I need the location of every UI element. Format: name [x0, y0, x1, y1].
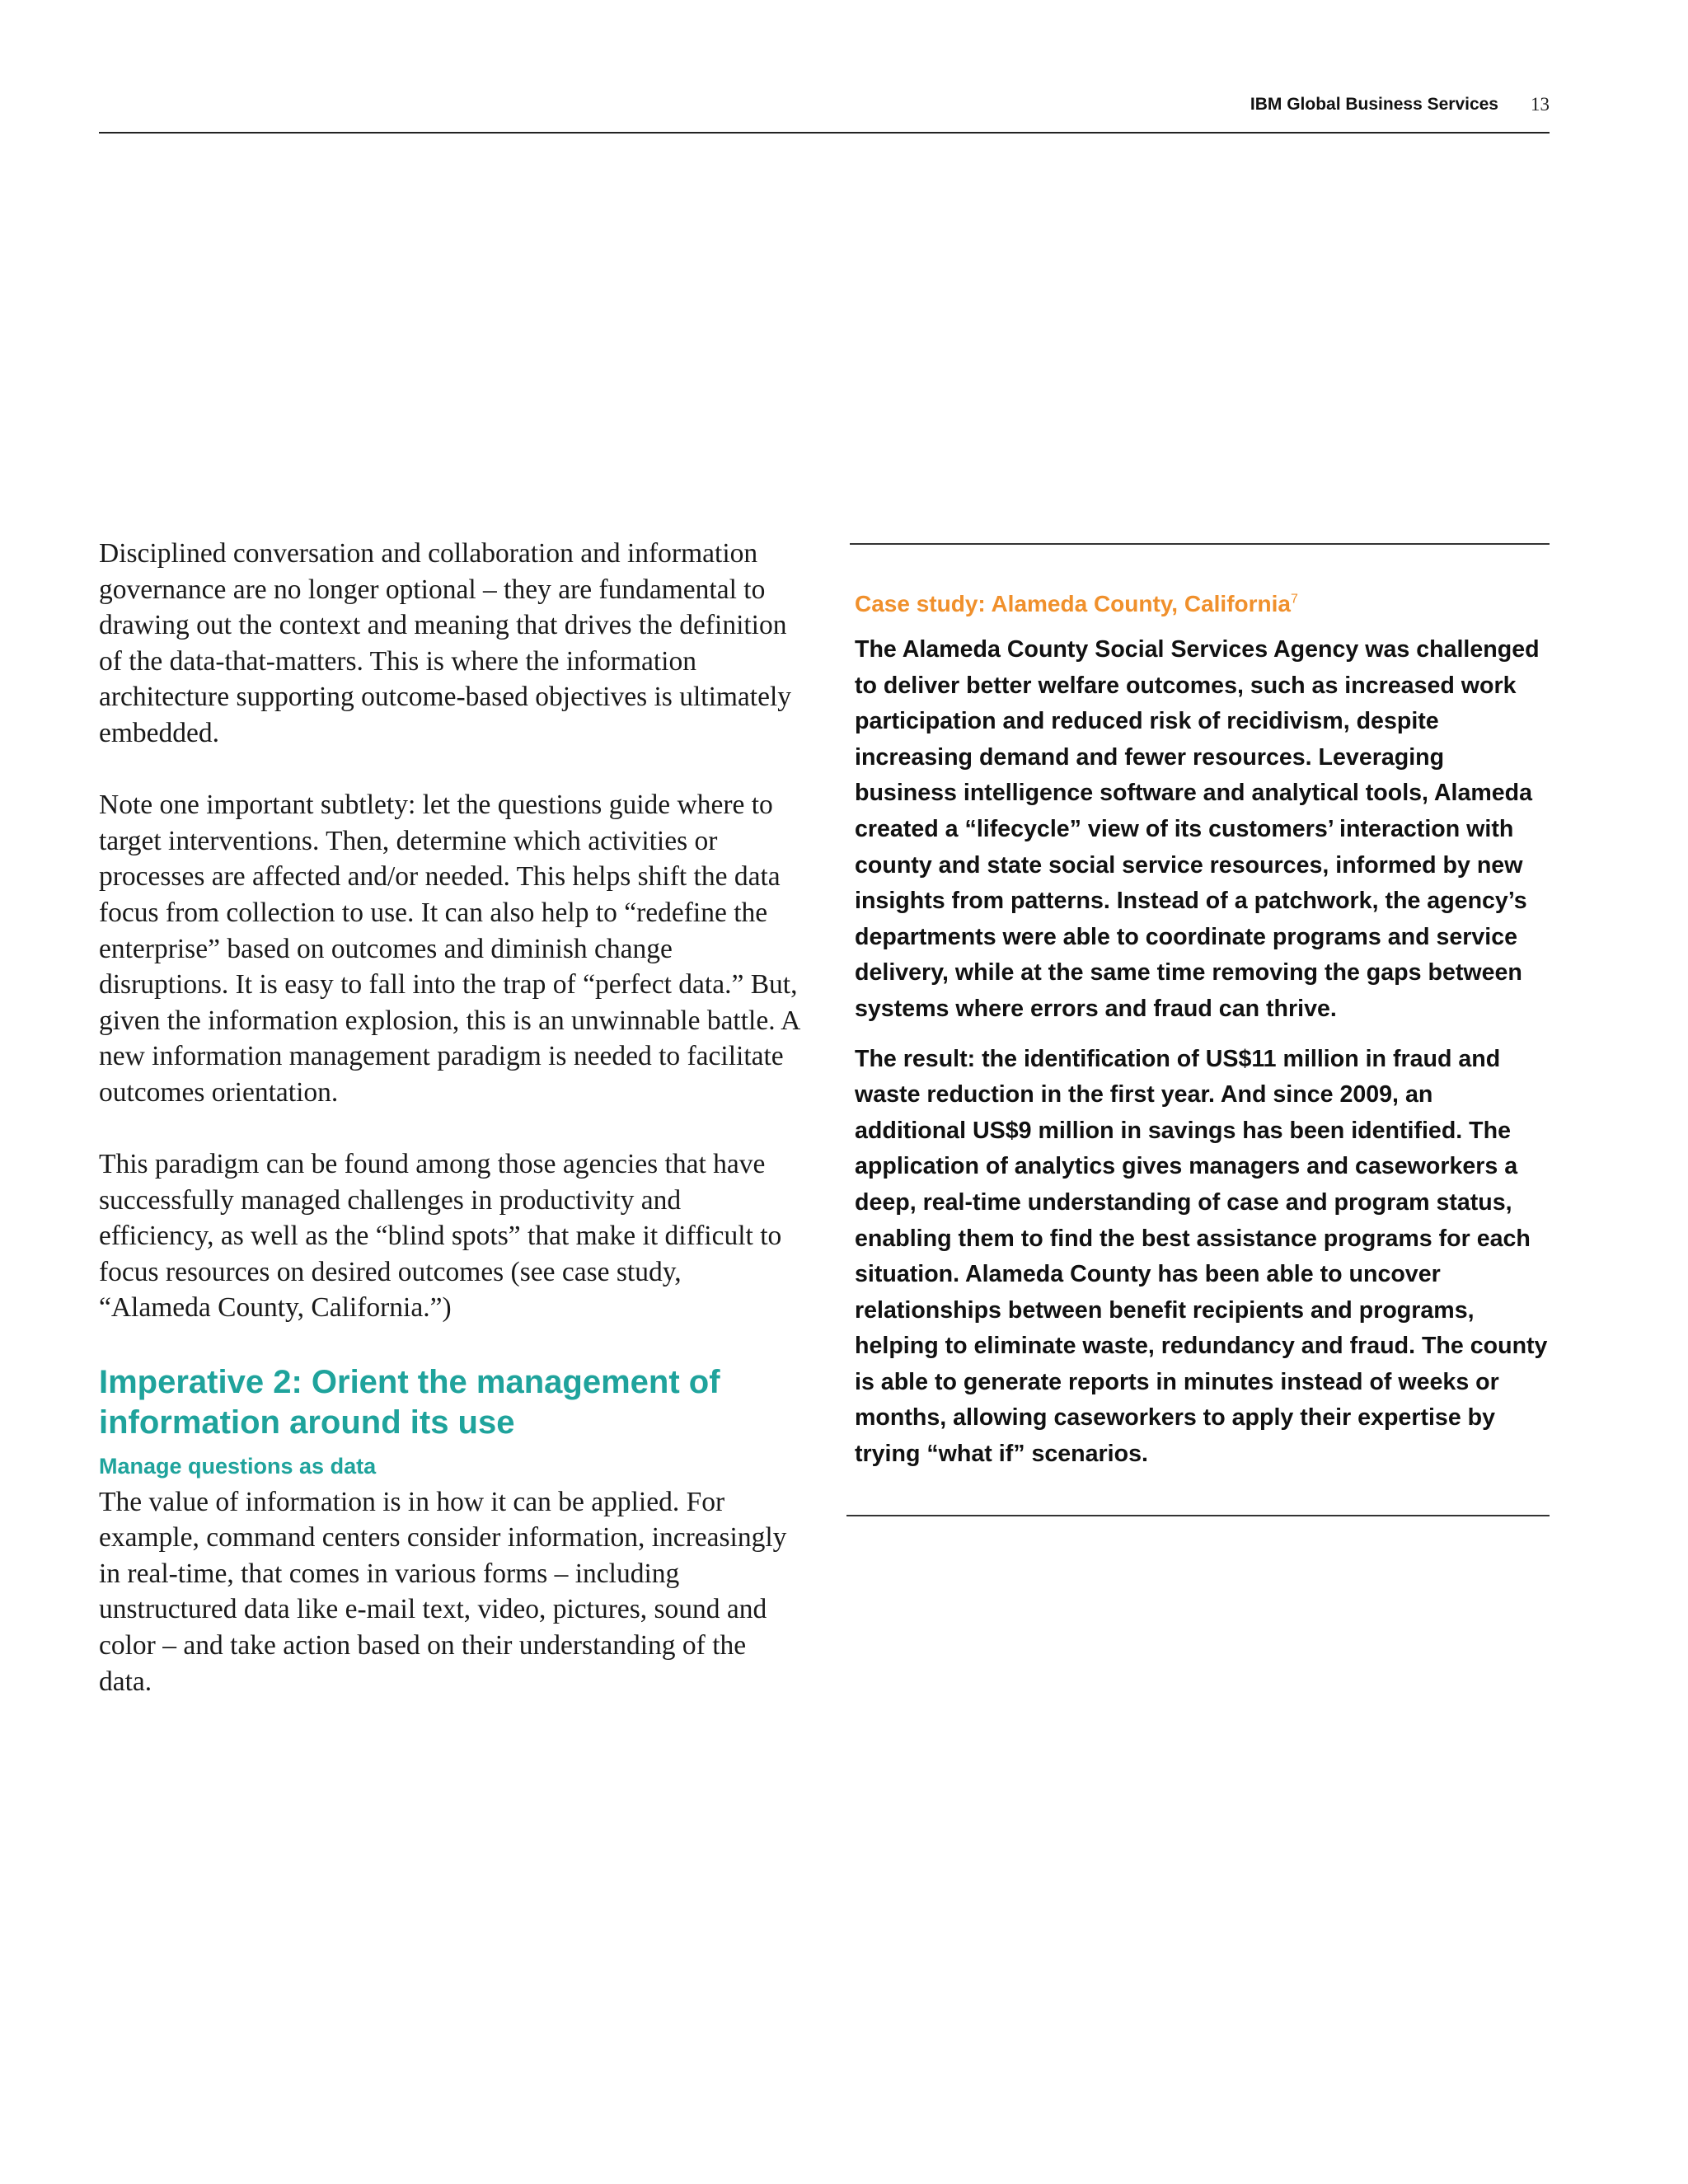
- page-number: 13: [1531, 94, 1550, 115]
- main-text-column: [99, 536, 799, 1699]
- body-paragraph: Note one important subtlety: let the questions guide where to target interventions. Then, determine which activities or processes are affected and/or needed. This helps shift the data focus from collection to use. It can also help to “redefine the enterprise” based on outcomes and diminish change disruptions. It is easy to fall into the trap of “perfect data.” But, given the information explosion, this is an unwinnable battle. A new information management paradigm is needed to facilitate outcomes orientation.: [99, 790, 799, 1108]
- subsection-heading: Manage questions as data: [99, 1453, 377, 1479]
- case-study-title: [855, 589, 1550, 619]
- page-header: [99, 92, 1550, 134]
- case-study-title-text: Case study: Alameda County, California: [855, 591, 1291, 616]
- body-paragraph: This paradigm can be found among those agencies that have successfully managed challenges in productivity and efficiency, as well as the “blind spots” that make it difficult to focus resources on desired outcomes (see case study, “Alameda County, California.”): [99, 1149, 782, 1324]
- section-heading: Imperative 2: Orient the management of information around its use: [99, 1363, 720, 1441]
- case-study-bottom-rule: [846, 1515, 1550, 1516]
- header-org-name: IBM Global Business Services: [1250, 95, 1498, 114]
- body-paragraph: Disciplined conversation and collaboration and information governance are no longer optional – they are fundamental to drawing out the context and meaning that drives the definition of the data-that-matters. This is where the information architecture supporting outcome-based objectives is ultimately embedded.: [99, 538, 792, 748]
- case-study-sidebar: [850, 543, 1550, 1487]
- case-study-paragraph: The Alameda County Social Services Agency was challenged to deliver better welfare outcomes, such as increased work participation and reduced risk of recidivism, despite increasing demand and fewer resources. Leveraging business intelligence software and analytical tools, Alameda created a “lifecycle” view of its customers’ interaction with county and state social service resources, informed by new insights from patterns. Instead of a patchwork, the agency’s departments were able to coordinate programs and service delivery, while at the same time removing the gaps between systems where errors and fraud can thrive.: [855, 636, 1540, 1022]
- footnote-marker: 7: [1291, 592, 1298, 607]
- body-paragraph: The value of information is in how it can be applied. For example, command centers consider information, increasingly in real-time, that comes in various forms – including unstructured data like e-mail text, video, pictures, sound and color – and take action based on their understanding of the data.: [99, 1486, 787, 1697]
- case-study-paragraph: The result: the identification of US$11 million in fraud and waste reduction in the first year. And since 2009, an additional US$9 million in savings has been identified. The application of analytics gives managers and caseworkers a deep, real-time understanding of case and program status, enabling them to find the best assistance programs for each situation. Alameda County has been able to uncover relationships between benefit recipients and programs, helping to eliminate waste, redundancy and fraud. The county is able to generate reports in minutes instead of weeks or months, allowing caseworkers to apply their expertise by trying “what if” scenarios.: [855, 1045, 1548, 1468]
